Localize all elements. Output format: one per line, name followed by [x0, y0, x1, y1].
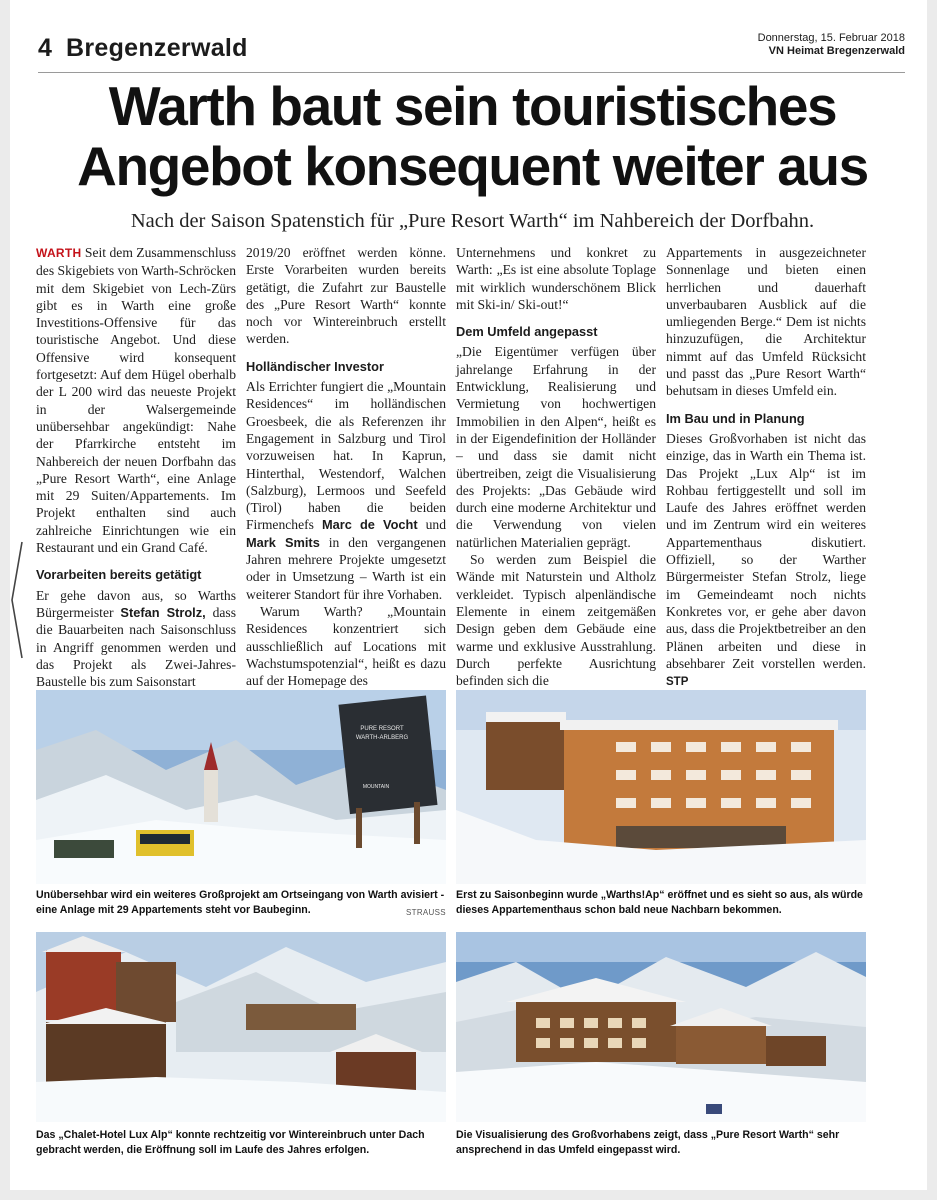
photo-visualisation-pure-resort: [456, 932, 866, 1122]
photo-caption: Erst zu Saisonbeginn wurde „Warths!Ap“ eröffnet und es sieht so aus, als würde dieses Appartementhaus schon bald neue Nachbarn bekommen.: [456, 889, 863, 916]
paragraph: So werden zum Beispiel die Wände mit Naturstein und Altholz verkleidet. Typisch alpenländische Elemente in einem zeitgemäßen Design geben dem Gebäude eine warme und exklusive Ausstrahlung. Durch perfekte Ausrichtung befinden sich die: [456, 552, 656, 689]
section-heading: Vorarbeiten bereits getätigt: [36, 567, 202, 583]
photo-caption: Die Visualisierung des Großvorhabens zeigt, dass „Pure Resort Warth“ sehr ansprechend in das Umfeld eingepasst wird.: [456, 1129, 840, 1156]
section-heading: Im Bau und in Planung: [666, 410, 805, 426]
sign-text: PURE RESORT: [360, 726, 404, 732]
photo-credit: STRAUSS: [406, 908, 446, 917]
sign-text: MOUNTAIN: [362, 784, 390, 790]
section-heading: Holländischer Investor: [246, 358, 384, 374]
chevron-left-icon[interactable]: [10, 540, 24, 660]
paragraph: Appartements in ausgezeichneter Sonnenlage und bieten einen herrlichen und dauerhaft unverbaubaren Ausblick auf die umliegenden Berge.“ Dem ist nichts hinzuzufügen, die Architektur nimmt auf das Umfeld Rücksicht und passt das „Pure Resort Warth“ behutsam in dieses Umfeld ein.: [666, 245, 866, 399]
photo-chalet-lux-alp: [36, 932, 446, 1122]
newspaper-page: [10, 0, 927, 1190]
article-column-1: [36, 244, 236, 690]
headline-line-2: Angebot konsequent weiter aus: [77, 135, 868, 197]
photo-caption: Unübersehbar wird ein weiteres Großprojekt am Ortseingang von Warth avisiert - eine Anlage mit 29 Appartements steht vor Baubeginn.: [36, 889, 445, 916]
article-column-3: [456, 244, 656, 689]
paragraph: Dieses Großvorhaben ist nicht das einzige, das in Warth ein Thema ist. Das Projekt „Lux Alp“ ist im Rohbau fertiggestellt und soll im Laufe des Jahres eröffnet werden und im Zentrum wird ein weiteres Appartementhaus diskutiert. Offiziell, so der Warther Bürgermeister Stefan Strolz, liege im Gemeindeamt noch nichts Konkretes vor, er gehe aber davon aus, dass die Projektbetreiber an den Plänen arbeiten und diese in absehbarer Zeit vorstellen werden. STP: [666, 430, 866, 689]
article-column-2: [246, 244, 446, 689]
headline: [34, 76, 911, 196]
person-name: Stefan Strolz,: [120, 604, 206, 620]
dateline: [758, 32, 905, 58]
author-signature: STP: [666, 676, 689, 689]
photo-caption: Das „Chalet-Hotel Lux Alp“ konnte rechtzeitig vor Wintereinbruch unter Dach gebracht werden, die Eröffnung soll im Laufe des Jahres erfolgen.: [36, 1129, 425, 1156]
publication-issue: VN Heimat Bregenzerwald: [768, 45, 905, 57]
paragraph: Als Errichter fungiert die „Mountain Residences“ im holländischen Groesbeek, die als Referenzen ihr Engagement in Salzburg und Tirol vorzuweisen hat. In Kaprun, Hinterthal, Westendorf, Walchen (Salzburg), Lermoos und Seefeld (Tirol) haben die beiden Firmenchefs Marc de Vocht und Mark Smits in den vergangenen Jahren mehrere Projekte umgesetzt oder in Umsetzung – Warth ist ein weiterer Standort für ihre Vorhaben.: [246, 379, 446, 602]
section-title: Bregenzerwald: [66, 34, 248, 62]
paragraph: Unternehmens und konkret zu Warth: „Es ist eine absolute Toplage mit wirklich wunderschönem Blick mit Ski-in/ Ski-out!“: [456, 245, 656, 312]
paragraph: „Die Eigentümer verfügen über jahrelange Erfahrung in der Entwicklung, Realisierung und Vermietung von hochwertigen Immobilien in den Alpen“, heißt es in der Eigendefinition der Holländer – und dass sie damit nicht übertreiben, zeigt die Visualisierung des Projekts: „Das Gebäude wird durch eine moderne Architektur und die Verwendung von vielen natürlichen Materialien geprägt.: [456, 344, 656, 550]
person-name: Marc de Vocht: [321, 517, 418, 533]
article-column-4: [666, 244, 866, 691]
paragraph: WARTH Seit dem Zusammenschluss des Skigebiets von Warth-Schröcken mit dem Skigebiet von Lech-Zürs gibt es in Warth eine große Investitions-Offensive für das touristische Angebot. Und diese Offensive wird konsequent fortgesetzt: Auf dem Hügel oberhalb der L 200 wird das neueste Projekt in der Walsergemeinde unübersehbar angekündigt: Nahe der Pfarrkirche entsteht im Nahbereich der neuen Dorfbahn das „Pure Resort Warth“, eine Anlage mit 29 Suiten/Appartements. Im Projekt enthalten sind auch zahlreiche Einrichtungen wie ein Restaurant und ein Grand Café.: [36, 245, 236, 556]
headline-line-1: Warth baut sein touristisches: [108, 75, 837, 137]
sign-text: WARTH-ARLBERG: [355, 735, 409, 741]
paragraph: 2019/20 eröffnet werden könne. Erste Vorarbeiten wurden bereits getätigt, die Zufahrt zur Baustelle des „Pure Resort Warth“ konnte noch vor Wintereinbruch erstellt werden.: [246, 245, 446, 347]
photo-warths-ap: [456, 690, 866, 884]
photo-billboard-warth: [36, 690, 446, 884]
paragraph: Er gehe davon aus, so Warths Bürgermeister Stefan Strolz, dass die Bauarbeiten nach Saisonschluss in Angriff genommen werden und das Projekt als Zwei-Jahres-Baustelle bis zum Saisonstart: [36, 587, 236, 690]
person-name: Mark Smits: [246, 534, 320, 550]
section-heading: Dem Umfeld angepasst: [456, 324, 598, 340]
subheadline: Nach der Saison Spatenstich für „Pure Resort Warth“ im Nahbereich der Dorfbahn.: [130, 210, 815, 232]
page-header: [38, 28, 905, 73]
page-number: 4: [38, 34, 52, 62]
publication-date: Donnerstag, 15. Februar 2018: [757, 32, 905, 44]
paragraph: Warum Warth? „Mountain Residences konzentriert sich ausschließlich auf Locations mit Wachstumspotenzial“, heißt es dazu auf der Homepage des: [246, 603, 446, 689]
kicker: WARTH: [36, 246, 82, 260]
